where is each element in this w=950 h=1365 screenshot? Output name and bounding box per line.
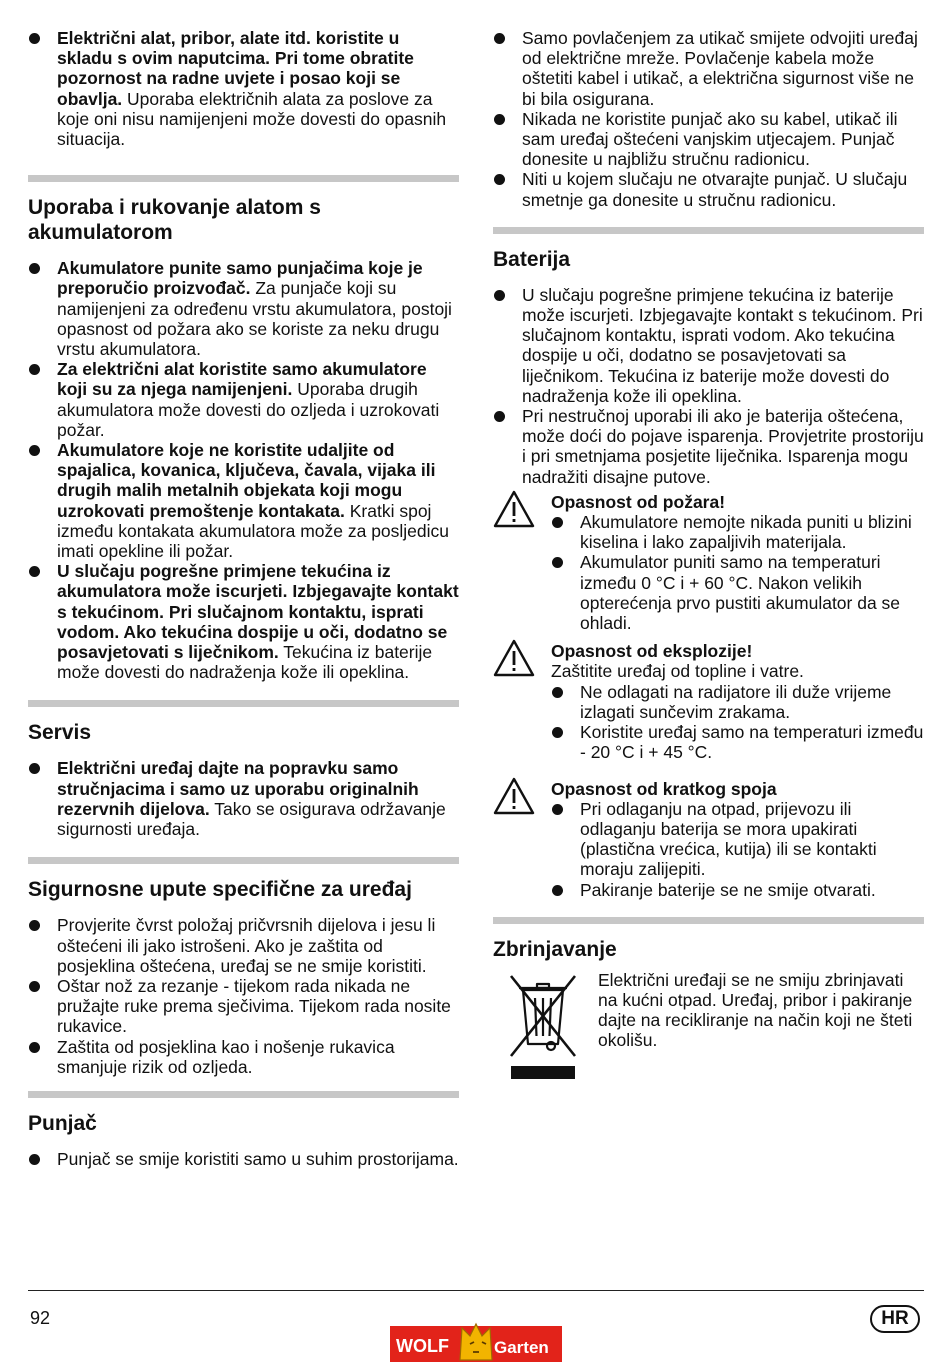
list-item: Niti u kojem slučaju ne otvarajte punjač. U slučaju smetnje ga donesite u stručnu radionicu. <box>493 169 924 209</box>
warning-triangle-icon <box>493 639 535 677</box>
footer-rule <box>28 1290 924 1291</box>
logo-text-left: WOLF <box>396 1336 449 1356</box>
intro-list <box>28 28 459 149</box>
list-item: Akumulatore koje ne koristite udaljite od spajalica, kovanica, ključeva, čavala, vijaka ili drugih malih metalnih objekata koji mogu uzrokovati premoštenje kontakata. Kratki spoj između kontakata akumulatora može za posljedicu imati opekline ili požar. <box>28 440 459 561</box>
list-item: Akumulatore punite samo punjačima koje je preporučio proizvođač. Za punjače koji su namijenjeni za određenu vrstu akumulatora, postoji opasnost od požara ako se koriste za neku drugu vrstu akumulatora. <box>28 258 459 359</box>
section-divider <box>28 700 459 707</box>
list-item: Nikada ne koristite punjač ako su kabel, utikač ili sam uređaj oštećeni vanjskim utjecajem. Punjač donesite u najbližu stručnu radionicu. <box>493 109 924 170</box>
list-item: Provjerite čvrst položaj pričvrsnih dijelova i jesu li oštećeni ili jako istrošeni. Ako je zaštita od posjeklina oštećena, uređaj se ne smije koristiti. <box>28 915 459 976</box>
service-list <box>28 758 459 839</box>
warning-intro: Zaštitite uređaj od topline i vatre. <box>551 661 804 682</box>
section-divider <box>28 175 459 182</box>
section-divider <box>28 1091 459 1098</box>
disposal-text: Električni uređaji se ne smiju zbrinjavati na kućni otpad. Uređaj, pribor i pakiranje dajte na recikliranje na način koji ne šteti okolišu. <box>598 969 913 1051</box>
list-item: Samo povlačenjem za utikač smijete odvojiti uređaj od električne mreže. Povlačenje kabela može oštetiti kabel i utikač, a električna sigurnost više ne bi bila osigurana. <box>493 28 924 109</box>
warning-triangle-icon <box>493 490 535 528</box>
list-item: Ne odlagati na radijatore ili duže vrijeme izlagati sunčevim zrakama. <box>551 682 924 722</box>
warning-list <box>551 682 924 763</box>
section-divider <box>28 857 459 864</box>
list-item: Za električni alat koristite samo akumulatore koji su za njega namijenjeni. Uporaba drugih akumulatora može dovesti do ozljeda i uzrokovati požar. <box>28 359 459 440</box>
list-item: Pri nestručnoj uporabi ili ako je baterija oštećena, može doći do pojave isparenja. Provjetrite prostoriju i pri smetnjama posjetite liječnika. Isparenja mogu nadražiti disajne putove. <box>493 406 924 487</box>
battery-list <box>493 285 924 487</box>
warning-title: Opasnost od kratkog spoja <box>551 778 777 799</box>
warning-short-circuit <box>493 779 924 900</box>
list-item: Zaštita od posjeklina kao i nošenje rukavica smanjuje rizik od ozljeda. <box>28 1037 459 1077</box>
crossed-out-wheelie-bin-icon <box>501 970 585 1086</box>
disposal-block <box>493 970 924 1090</box>
list-item: Oštar nož za rezanje - tijekom rada nikada ne pružajte ruke prema sječivima. Tijekom rada nosite rukavice. <box>28 976 459 1037</box>
device-safety-list <box>28 915 459 1077</box>
section-heading-battery: Baterija <box>493 247 571 271</box>
section-divider <box>493 227 924 234</box>
charger-list <box>28 1149 459 1169</box>
language-badge: HR <box>870 1305 920 1333</box>
warning-list <box>551 799 924 900</box>
section-heading-device-safety: Sigurnosne upute specifične za uređaj <box>28 878 412 902</box>
battery-tools-list <box>28 258 459 682</box>
section-divider <box>493 917 924 924</box>
warning-title: Opasnost od požara! <box>551 491 726 512</box>
warning-triangle-icon <box>493 777 535 815</box>
list-item: Koristite uređaj samo na temperaturi između - 20 °C i + 45 °C. <box>551 722 924 762</box>
list-item: U slučaju pogrešne primjene tekućina iz baterije može iscurjeti. Izbjegavajte kontakt s tekućinom. Pri slučajnom kontaktu, isprati vodom. Ako tekućina dospije u oči, dodatno se posavjetovati sa liječnikom. Tekućina iz baterije može dovesti do nadraženja kože ili opeklina. <box>493 285 924 406</box>
section-heading-service: Servis <box>28 721 92 745</box>
warning-explosion <box>493 641 924 762</box>
list-item: Električni uređaj dajte na popravku samo stručnjacima i samo uz uporabu originalnih rezervnih dijelova. Tako se osigurava održavanje sigurnosti uređaja. <box>28 758 459 839</box>
warning-title: Opasnost od eksplozije! <box>551 641 753 662</box>
list-item: Punjač se smije koristiti samo u suhim prostorijama. <box>28 1149 459 1169</box>
page-number: 92 <box>30 1308 51 1328</box>
list-item: Akumulatore nemojte nikada puniti u blizini kiselina i lako zapaljivih materijala. <box>551 512 924 552</box>
right-column <box>493 28 924 1090</box>
section-heading-disposal: Zbrinjavanje <box>493 937 617 961</box>
warning-list <box>551 512 924 633</box>
list-item: Električni alat, pribor, alate itd. koristite u skladu s ovim naputcima. Pri tome obratite pozornost na radne uvjete i posao koji se obavlja. Uporaba električnih alata za poslove za koje oni nisu namijenjeni može dovesti do opasnih situacija. <box>28 28 459 149</box>
list-item: Pri odlaganju na otpad, prijevozu ili odlaganju baterija se mora upakirati (plastična vrećica, kutija) ili se kontakti moraju zalijepiti. <box>551 799 924 880</box>
list-item: Pakiranje baterije se ne smije otvarati. <box>551 880 924 900</box>
wolf-garten-logo <box>390 1314 562 1364</box>
list-item: Akumulator puniti samo na temperaturi između 0 °C i + 60 °C. Nakon velikih opterećenja prvo pustiti akumulator da se ohladi. <box>551 552 924 633</box>
logo-text-right: Garten <box>494 1338 549 1357</box>
list-item: U slučaju pogrešne primjene tekućina iz akumulatora može iscurjeti. Izbjegavajte kontakt s tekućinom. Pri slučajnom kontaktu, isprati vodom. Ako tekućina dospije u oči, dodatno se posavjetovati s liječnikom. Tekućina iz baterije može dovesti do nadraženja kože ili opeklina. <box>28 561 459 682</box>
left-column <box>28 28 459 1169</box>
charger-list-continued <box>493 28 924 210</box>
section-heading-charger: Punjač <box>28 1111 97 1135</box>
section-heading-battery-tools: Uporaba i rukovanje alatom s akumulatorom <box>28 196 321 245</box>
warning-fire <box>493 492 924 633</box>
